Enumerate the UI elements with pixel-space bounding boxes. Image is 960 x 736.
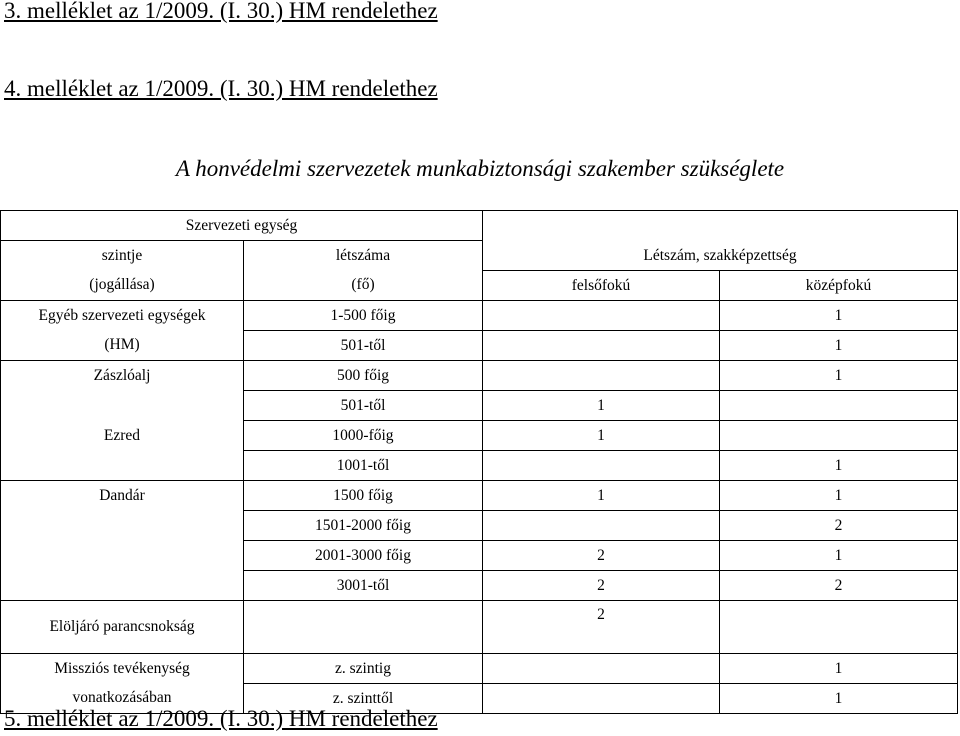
- table-header-row: [1, 241, 958, 271]
- higher-cell: [483, 330, 720, 360]
- table-row: [1, 600, 958, 653]
- range-cell: 501-től: [244, 390, 483, 420]
- unit-cell: [1, 510, 244, 540]
- higher-cell: [483, 510, 720, 540]
- higher-cell: [483, 653, 720, 683]
- level-header-2: (jogállása): [1, 270, 244, 300]
- range-cell: [244, 600, 483, 653]
- table-row: [1, 540, 958, 570]
- secondary-cell: 2: [720, 570, 958, 600]
- range-cell: 1000-főig: [244, 420, 483, 450]
- unit-cell: Missziós tevékenység: [1, 653, 244, 683]
- annex-4-header: 4. melléklet az 1/2009. (I. 30.) HM rendelethez: [4, 76, 438, 101]
- range-cell: 1-500 főig: [244, 300, 483, 330]
- range-cell: 1501-2000 főig: [244, 510, 483, 540]
- higher-cell: 1: [483, 420, 720, 450]
- annex-5-header: 5. melléklet az 1/2009. (I. 30.) HM rendelethez: [4, 706, 438, 731]
- table-row: [1, 570, 958, 600]
- unit-cell: Elöljáró parancsnokság: [1, 600, 244, 653]
- range-cell: z. szinttől: [244, 683, 483, 713]
- range-cell: 1001-től: [244, 450, 483, 480]
- unit-cell: [1, 390, 244, 420]
- secondary-cell: [720, 390, 958, 420]
- unit-header: Szervezeti egység: [1, 211, 483, 241]
- range-cell: 1500 főig: [244, 480, 483, 510]
- higher-cell: [483, 450, 720, 480]
- higher-cell: [483, 683, 720, 713]
- range-cell: 3001-től: [244, 570, 483, 600]
- secondary-cell: 1: [720, 300, 958, 330]
- secondary-cell: [720, 420, 958, 450]
- staffing-table: [0, 210, 958, 714]
- secondary-cell: 1: [720, 653, 958, 683]
- higher-cell: 2: [483, 600, 720, 653]
- higher-cell: 2: [483, 540, 720, 570]
- secondary-cell: 1: [720, 683, 958, 713]
- unit-cell: Zászlóalj: [1, 360, 244, 390]
- annex-3-header: 3. melléklet az 1/2009. (I. 30.) HM rendelethez: [4, 0, 438, 23]
- unit-cell: vonatkozásában: [1, 683, 244, 713]
- unit-cell: [1, 570, 244, 600]
- range-cell: z. szintig: [244, 653, 483, 683]
- table-header-row: [1, 211, 958, 241]
- unit-cell: Ezred: [1, 420, 244, 450]
- table-row: [1, 300, 958, 330]
- table-row: [1, 510, 958, 540]
- unit-cell: [1, 450, 244, 480]
- higher-cell: [483, 360, 720, 390]
- higher-education-header: felsőfokú: [483, 270, 720, 300]
- header-spacer: [483, 211, 958, 241]
- secondary-cell: 1: [720, 360, 958, 390]
- table-row: [1, 420, 958, 450]
- unit-cell: Dandár: [1, 480, 244, 510]
- higher-cell: 2: [483, 570, 720, 600]
- secondary-cell: 1: [720, 330, 958, 360]
- unit-cell: Egyéb szervezeti egységek: [1, 300, 244, 330]
- unit-cell: [1, 540, 244, 570]
- headcount-header-2: (fő): [244, 270, 483, 300]
- level-header: szintje: [1, 241, 244, 271]
- higher-cell: 1: [483, 480, 720, 510]
- range-cell: 500 főig: [244, 360, 483, 390]
- secondary-cell: [720, 600, 958, 653]
- table-row: [1, 330, 958, 360]
- secondary-cell: 1: [720, 540, 958, 570]
- unit-cell: (HM): [1, 330, 244, 360]
- secondary-cell: 2: [720, 510, 958, 540]
- secondary-cell: 1: [720, 480, 958, 510]
- higher-cell: [483, 300, 720, 330]
- table-row: [1, 653, 958, 683]
- table-row: [1, 390, 958, 420]
- table-row: [1, 450, 958, 480]
- table-row: [1, 360, 958, 390]
- range-cell: 501-től: [244, 330, 483, 360]
- table-title: A honvédelmi szervezetek munkabiztonsági szakember szükséglete: [175, 156, 785, 181]
- table-header-row: [1, 270, 958, 300]
- secondary-cell: 1: [720, 450, 958, 480]
- range-cell: 2001-3000 főig: [244, 540, 483, 570]
- qualification-header: Létszám, szakképzettség: [483, 241, 958, 271]
- higher-cell: 1: [483, 390, 720, 420]
- secondary-education-header: középfokú: [720, 270, 958, 300]
- headcount-header: létszáma: [244, 241, 483, 271]
- table-row: [1, 480, 958, 510]
